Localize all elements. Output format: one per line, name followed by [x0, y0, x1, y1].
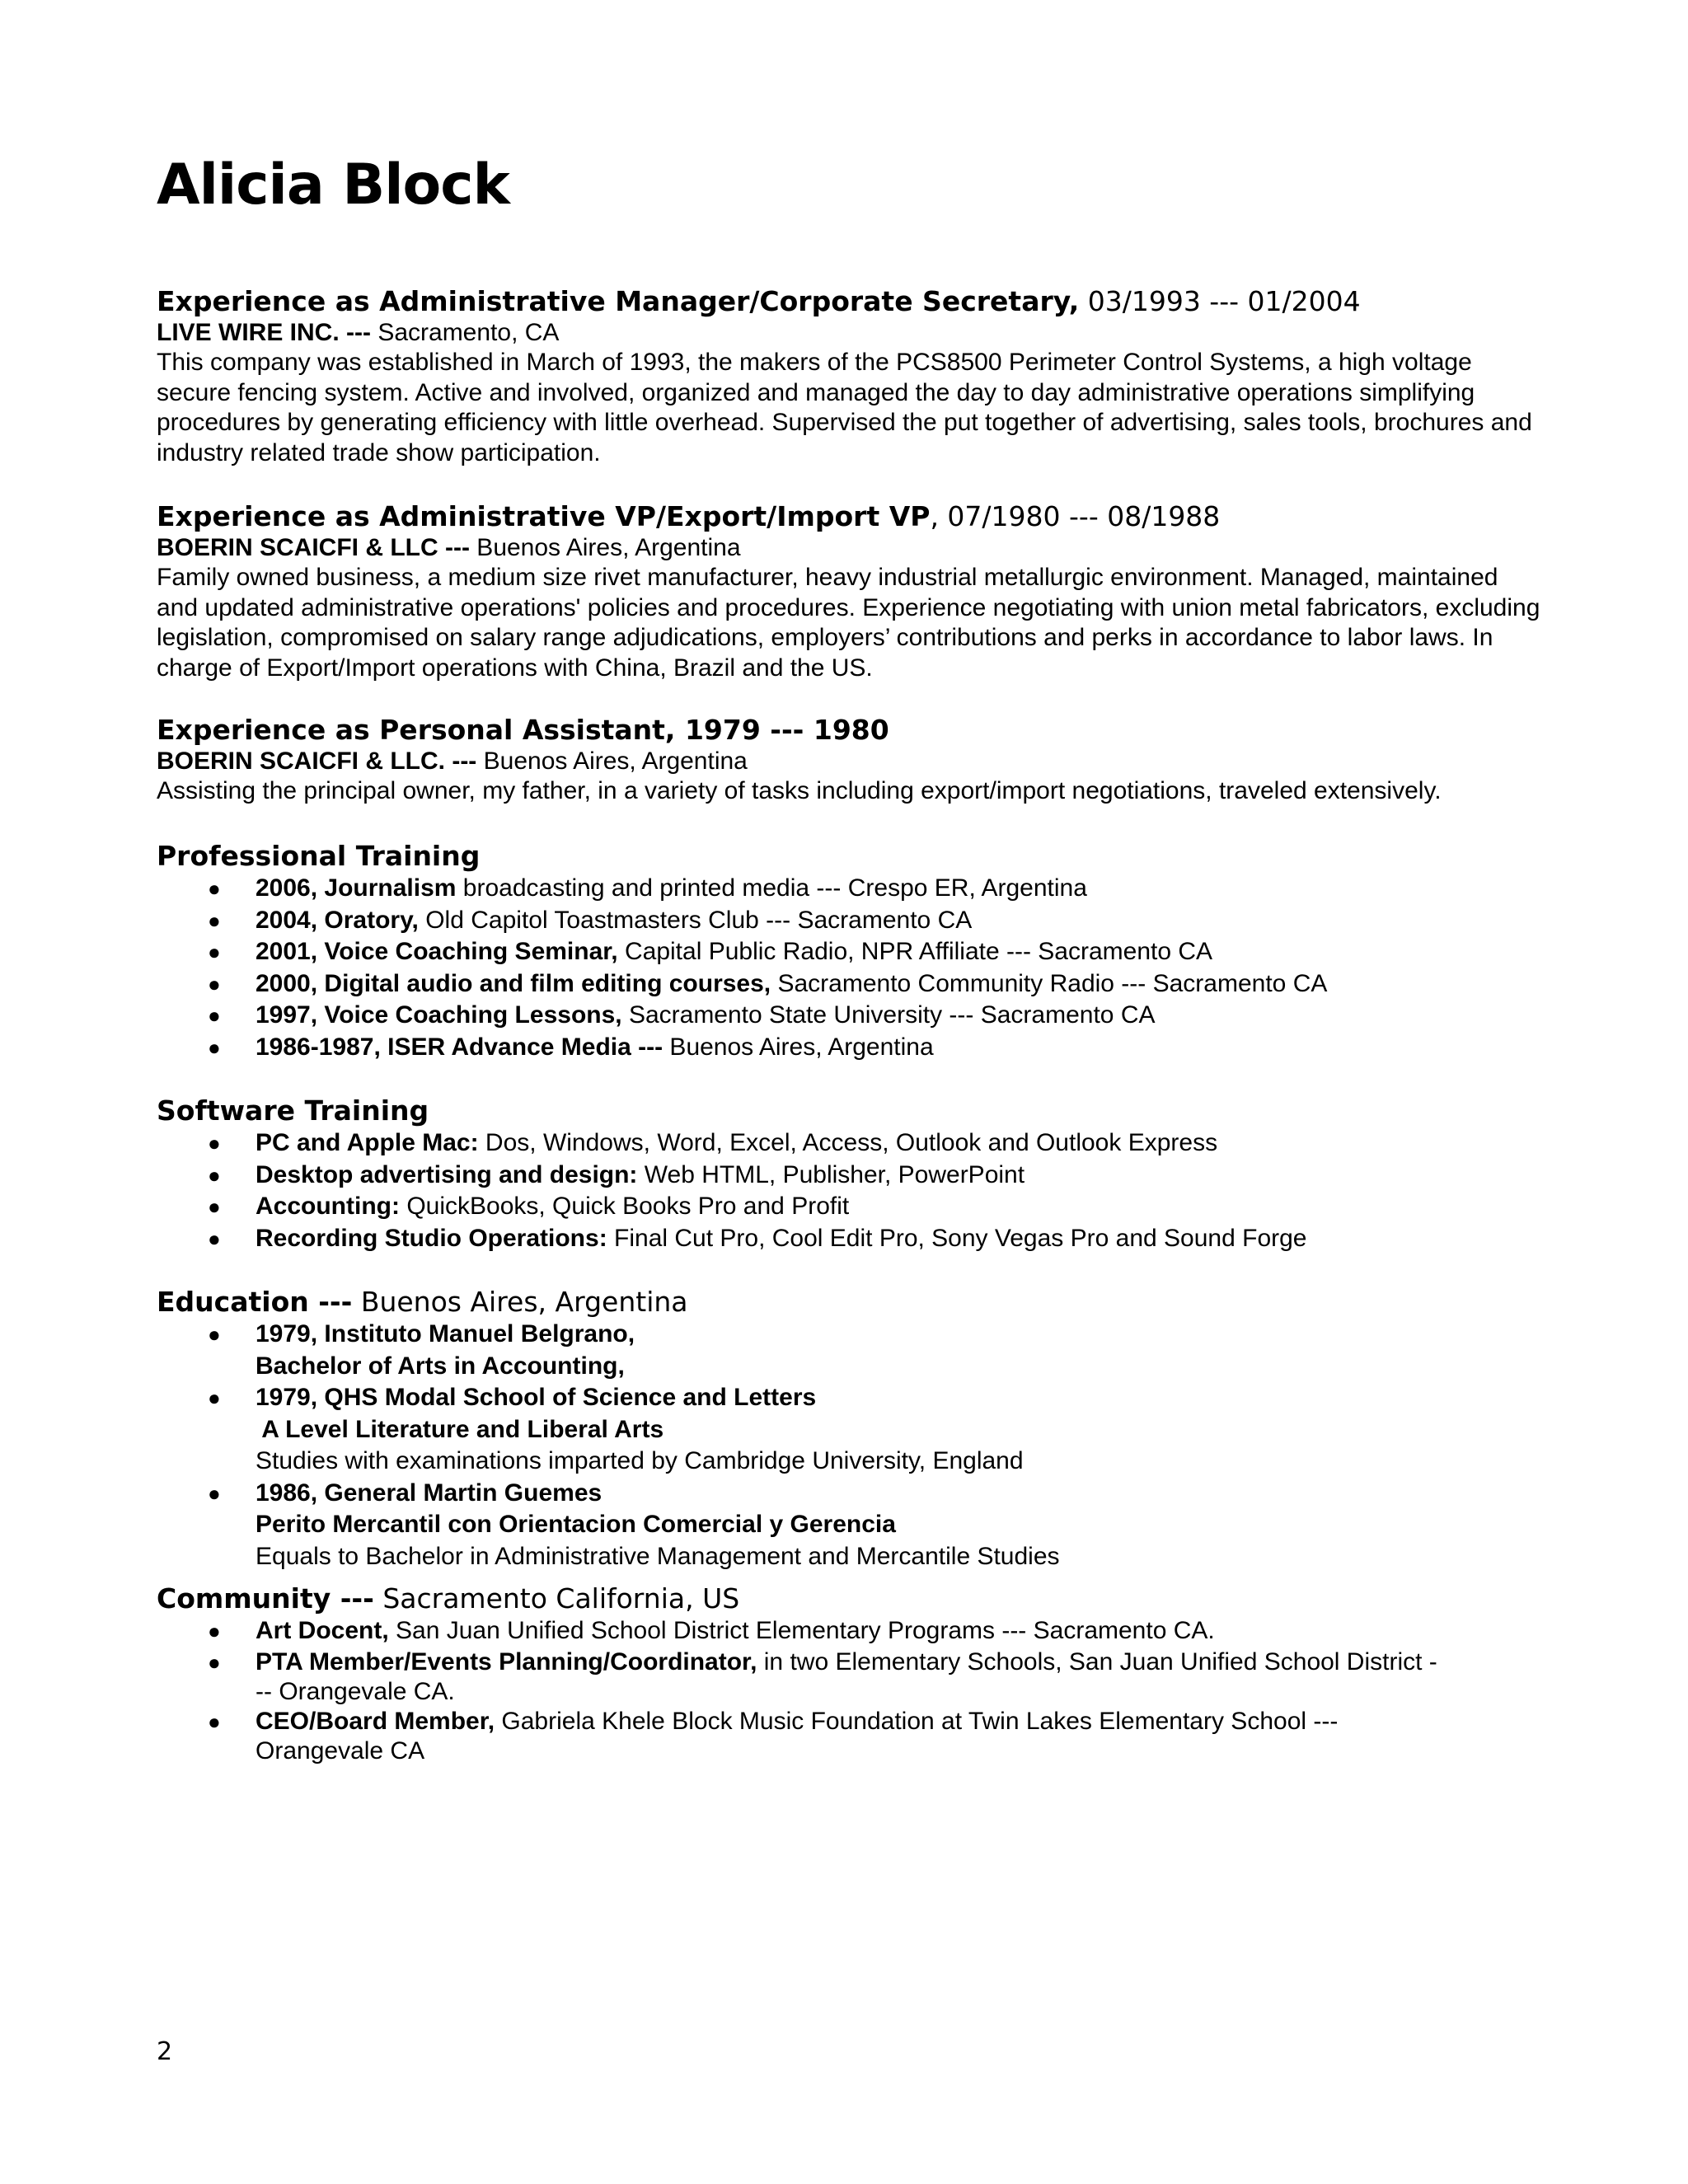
list-item: [157, 936, 1541, 968]
job-title-text: Experience as Administrative VP/Export/Import VP: [157, 500, 931, 532]
bullet-icon: ●: [208, 876, 221, 901]
community-list: [157, 1615, 1442, 1766]
list-item: [157, 1127, 1541, 1160]
bullet-icon: ●: [208, 1003, 221, 1028]
job-title-text: Experience as Administrative Manager/Corporate Secretary,: [157, 285, 1080, 317]
job-description: This company was established in March of 1993, the makers of the PCS8500 Perimeter Control Systems, a high voltage secure fencing system. Active and involved, organized and managed the day to day administrative operations simplifying procedures by generating efficiency with little overhead. Supervised the put together of advertising, sales tools, brochures and industry related trade show participation.: [157, 349, 1532, 466]
section-heading-text: Software Training: [157, 1094, 429, 1127]
bullet-icon: ●: [208, 1619, 221, 1643]
bullet-icon: ●: [208, 971, 221, 996]
job-title: [157, 285, 1541, 318]
bullet-icon: ●: [208, 1194, 221, 1219]
section-heading: [157, 840, 1541, 873]
job-organization: [157, 533, 1541, 563]
bullet-icon: ●: [208, 1649, 221, 1675]
list-item: [157, 1478, 1541, 1573]
education-list: [157, 1319, 1541, 1572]
item-bold: CEO/Board Member,: [256, 1707, 495, 1735]
resume-name: Alicia Block: [157, 152, 509, 218]
item-text: QuickBooks, Quick Books Pro and Profit: [399, 1193, 850, 1220]
degree-name: Bachelor of Arts in Accounting,: [256, 1352, 625, 1380]
item-bold: PC and Apple Mac:: [256, 1129, 479, 1156]
bullet-icon: ●: [208, 1162, 221, 1188]
list-item: [157, 1647, 1442, 1707]
item-text: in two Elementary Schools, San Juan Unified School District --- Orangevale CA.: [256, 1647, 1437, 1705]
bullet-icon: ●: [208, 907, 221, 933]
org-name: BOERIN SCAICFI & LLC ---: [157, 534, 470, 561]
list-item: [157, 1615, 1442, 1647]
job-organization: [157, 747, 1541, 776]
item-bold: PTA Member/Events Planning/Coordinator,: [256, 1647, 757, 1675]
school-name: 1979, QHS Modal School of Science and Letters: [256, 1384, 817, 1411]
job-dates: , 07/1980 --- 08/1988: [930, 500, 1221, 532]
org-location: Sacramento, CA: [370, 319, 560, 346]
item-text: Gabriela Khele Block Music Foundation at Twin Lakes Elementary School --- Orangevale CA: [256, 1707, 1339, 1765]
bullet-icon: ●: [208, 940, 221, 964]
item-bold: Recording Studio Operations:: [256, 1224, 607, 1252]
org-location: Buenos Aires, Argentina: [469, 534, 741, 561]
bullet-icon: ●: [208, 1131, 221, 1155]
list-item: [157, 1032, 1541, 1064]
item-bold: Art Docent,: [256, 1617, 389, 1644]
item-text: Old Capitol Toastmasters Club --- Sacramento CA: [418, 906, 973, 934]
item-bold: 2006, Journalism: [256, 874, 457, 902]
org-name: BOERIN SCAICFI & LLC. ---: [157, 748, 477, 775]
section-heading: [157, 1582, 1541, 1615]
degree-name: Perito Mercantil con Orientacion Comercial y Gerencia: [256, 1511, 896, 1538]
list-item: [157, 905, 1541, 937]
bullet-icon: ●: [208, 1322, 221, 1347]
job-entry: [157, 285, 1541, 468]
item-text: Dos, Windows, Word, Excel, Access, Outlook and Outlook Express: [478, 1129, 1218, 1156]
item-bold: 1986-1987, ISER Advance Media ---: [256, 1033, 663, 1061]
job-organization: [157, 318, 1541, 348]
job-title-text: Experience as Personal Assistant, 1979 --- 1980: [157, 714, 889, 746]
bullet-icon: ●: [208, 1034, 221, 1060]
item-text: Final Cut Pro, Cool Edit Pro, Sony Vegas Pro and Sound Forge: [607, 1224, 1307, 1252]
page-number: 2: [157, 2037, 173, 2066]
degree-note: Equals to Bachelor in Administrative Management and Mercantile Studies: [256, 1542, 1060, 1570]
job-title: [157, 500, 1541, 533]
item-text: broadcasting and printed media --- Crespo ER, Argentina: [456, 874, 1087, 902]
job-title: [157, 714, 1541, 747]
training-list: [157, 873, 1541, 1063]
list-item: [157, 1382, 1541, 1478]
section-heading: [157, 1094, 1541, 1127]
school-name: 1986, General Martin Guemes: [256, 1479, 603, 1507]
bullet-icon: ●: [208, 1708, 221, 1734]
bullet-icon: ●: [208, 1226, 221, 1251]
org-name: LIVE WIRE INC. ---: [157, 319, 371, 346]
job-description: Family owned business, a medium size rivet manufacturer, heavy industrial metallurgic environment. Managed, maintained and updated administrative operations' policies and procedures. Experience negotiating with union metal fabricators, excluding legislation, compromised on salary range adjudications, employers’ contributions and perks in accordance to labor laws. In charge of Export/Import operations with China, Brazil and the US.: [157, 564, 1540, 682]
education-section: [157, 1286, 1541, 1572]
item-text: Sacramento State University --- Sacramento CA: [621, 1001, 1156, 1029]
community-section: [157, 1582, 1541, 1766]
section-heading-text: Community ---: [157, 1582, 374, 1615]
item-bold: Accounting:: [256, 1193, 400, 1220]
item-bold: 1997, Voice Coaching Lessons,: [256, 1001, 622, 1029]
job-entry: [157, 714, 1541, 807]
bullet-icon: ●: [208, 1480, 221, 1506]
software-list: [157, 1127, 1541, 1254]
item-bold: Desktop advertising and design:: [256, 1160, 638, 1188]
section-heading: [157, 1286, 1541, 1319]
item-text: Capital Public Radio, NPR Affiliate --- Sacramento CA: [617, 938, 1213, 965]
list-item: [157, 873, 1541, 905]
item-bold: 2000, Digital audio and film editing courses,: [256, 969, 771, 997]
job-entry: [157, 500, 1541, 683]
professional-training-section: [157, 840, 1541, 1063]
list-item: [157, 1191, 1541, 1223]
list-item: [157, 1223, 1541, 1255]
job-description: Assisting the principal owner, my father, in a variety of tasks including export/import negotiations, traveled extensively.: [157, 777, 1442, 804]
list-item: [157, 1160, 1541, 1192]
item-text: Buenos Aires, Argentina: [663, 1033, 934, 1061]
section-heading-text: Professional Training: [157, 840, 481, 872]
section-heading-location: Sacramento California, US: [373, 1582, 740, 1615]
software-training-section: [157, 1094, 1541, 1254]
item-text: Sacramento Community Radio --- Sacramento CA: [771, 969, 1328, 997]
item-bold: 2001, Voice Coaching Seminar,: [256, 938, 618, 965]
item-bold: 2004, Oratory,: [256, 906, 419, 934]
list-item: [157, 1000, 1541, 1032]
section-heading-location: Buenos Aires, Argentina: [352, 1286, 688, 1318]
list-item: [157, 1319, 1541, 1382]
org-location: Buenos Aires, Argentina: [476, 748, 748, 775]
item-text: Web HTML, Publisher, PowerPoint: [637, 1160, 1025, 1188]
list-item: [157, 968, 1541, 1001]
degree-name: A Level Literature and Liberal Arts: [256, 1415, 664, 1443]
section-heading-text: Education ---: [157, 1286, 353, 1318]
school-name: 1979, Instituto Manuel Belgrano,: [256, 1320, 635, 1347]
degree-note: Studies with examinations imparted by Cambridge University, England: [256, 1447, 1024, 1474]
job-dates: 03/1993 --- 01/2004: [1079, 285, 1361, 317]
item-text: San Juan Unified School District Elementary Programs --- Sacramento CA.: [388, 1617, 1215, 1644]
list-item: [157, 1707, 1442, 1766]
bullet-icon: ●: [208, 1385, 221, 1410]
